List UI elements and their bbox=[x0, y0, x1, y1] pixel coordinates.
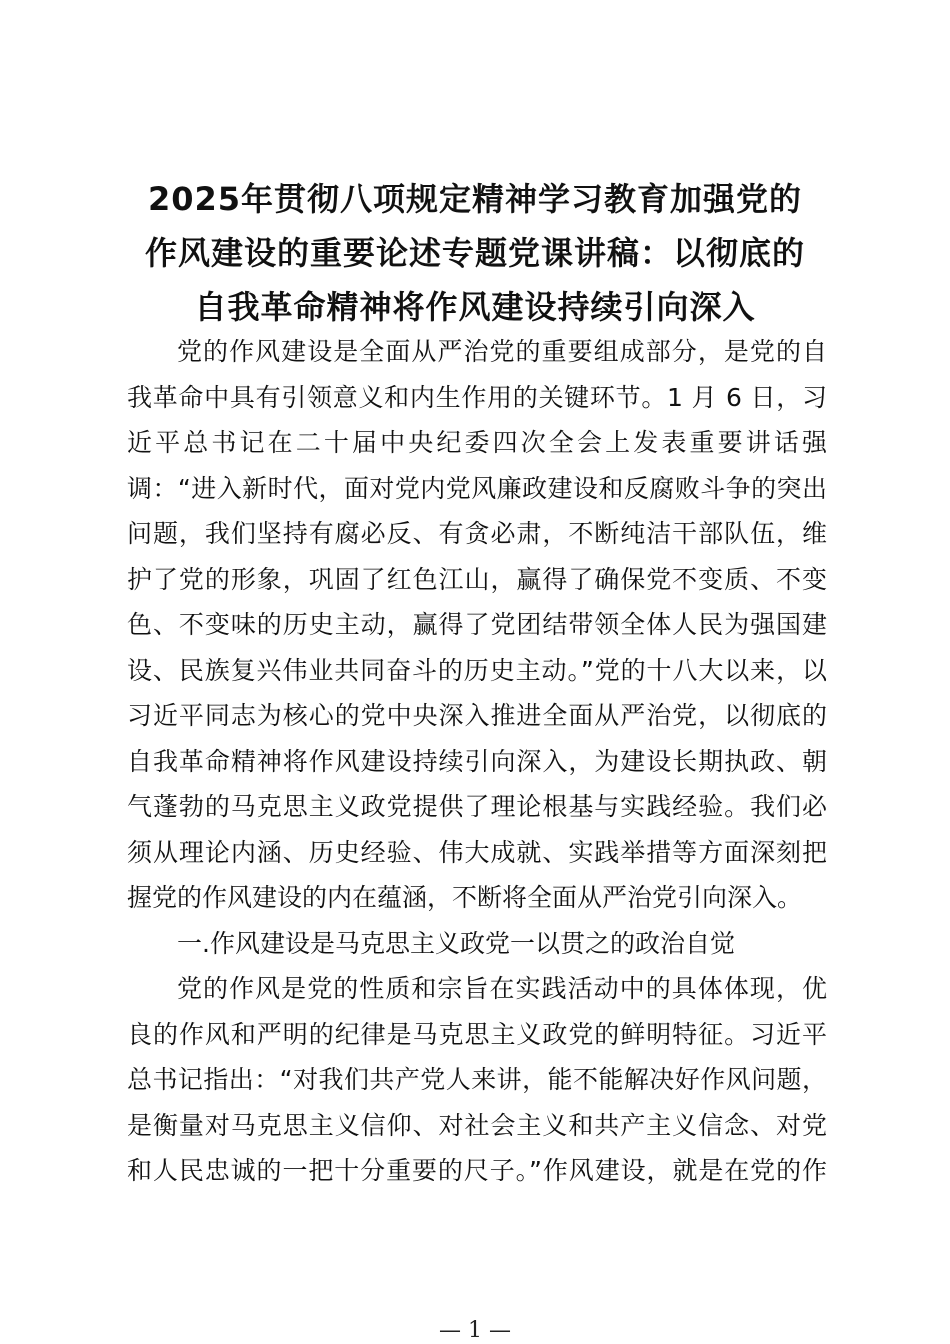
page-number: — 1 — bbox=[439, 1318, 511, 1343]
paragraph-1-line: 自我革命精神将作风建设持续引向深入，为建设长期执政、朝 bbox=[127, 746, 827, 776]
document-body bbox=[127, 329, 827, 1194]
paragraph-1-line: 我革命中具有引领意义和内生作用的关键环节。1 月 6 日，习 bbox=[127, 382, 827, 412]
paragraph-1-line: 问题，我们坚持有腐必反、有贪必肃，不断纯洁干部队伍，维 bbox=[127, 519, 827, 548]
paragraph-1-line: 党的作风建设是全面从严治党的重要组成部分，是党的自 bbox=[177, 337, 827, 366]
title-line: 2025年贯彻八项规定精神学习教育加强党的 bbox=[147, 180, 803, 218]
document-title bbox=[110, 172, 840, 334]
paragraph-2-line: 是衡量对马克思主义信仰、对社会主义和共产主义信念、对党 bbox=[127, 1110, 827, 1140]
title-line: 自我革命精神将作风建设持续引向深入 bbox=[194, 288, 756, 326]
paragraph-1-line: 握党的作风建设的内在蕴涵，不断将全面从严治党引向深入。 bbox=[127, 883, 803, 912]
paragraph-1-line: 气蓬勃的马克思主义政党提供了理论根基与实践经验。我们必 bbox=[127, 792, 827, 821]
paragraph-1-line: 须从理论内涵、历史经验、伟大成就、实践举措等方面深刻把 bbox=[127, 837, 827, 867]
paragraph-2-line: 和人民忠诚的一把十分重要的尺子。”作风建设，就是在党的作 bbox=[127, 1156, 827, 1185]
paragraph-1-line: 色、不变味的历史主动，赢得了党团结带领全体人民为强国建 bbox=[127, 610, 827, 639]
paragraph-1-line: 调：“进入新时代，面对党内党风廉政建设和反腐败斗争的突出 bbox=[127, 473, 827, 503]
paragraph-1-line: 近平总书记在二十届中央纪委四次全会上发表重要讲话强 bbox=[127, 428, 827, 457]
title-line: 作风建设的重要论述专题党课讲稿：以彻底的 bbox=[144, 234, 805, 272]
paragraph-2-line: 党的作风是党的性质和宗旨在实践活动中的具体体现，优 bbox=[177, 974, 827, 1003]
section-heading: 一.作风建设是马克思主义政党一以贯之的政治自觉 bbox=[177, 928, 735, 958]
paragraph-1-line: 习近平同志为核心的党中央深入推进全面从严治党，以彻底的 bbox=[127, 701, 827, 730]
paragraph-1-line: 护了党的形象，巩固了红色江山，赢得了确保党不变质、不变 bbox=[127, 564, 827, 594]
paragraph-2-line: 良的作风和严明的纪律是马克思主义政党的鲜明特征。习近平 bbox=[127, 1019, 827, 1049]
paragraph-2-line: 总书记指出：“对我们共产党人来讲，能不能解决好作风问题， bbox=[127, 1065, 827, 1094]
paragraph-1-line: 设、民族复兴伟业共同奋斗的历史主动。”党的十八大以来，以 bbox=[127, 655, 827, 685]
